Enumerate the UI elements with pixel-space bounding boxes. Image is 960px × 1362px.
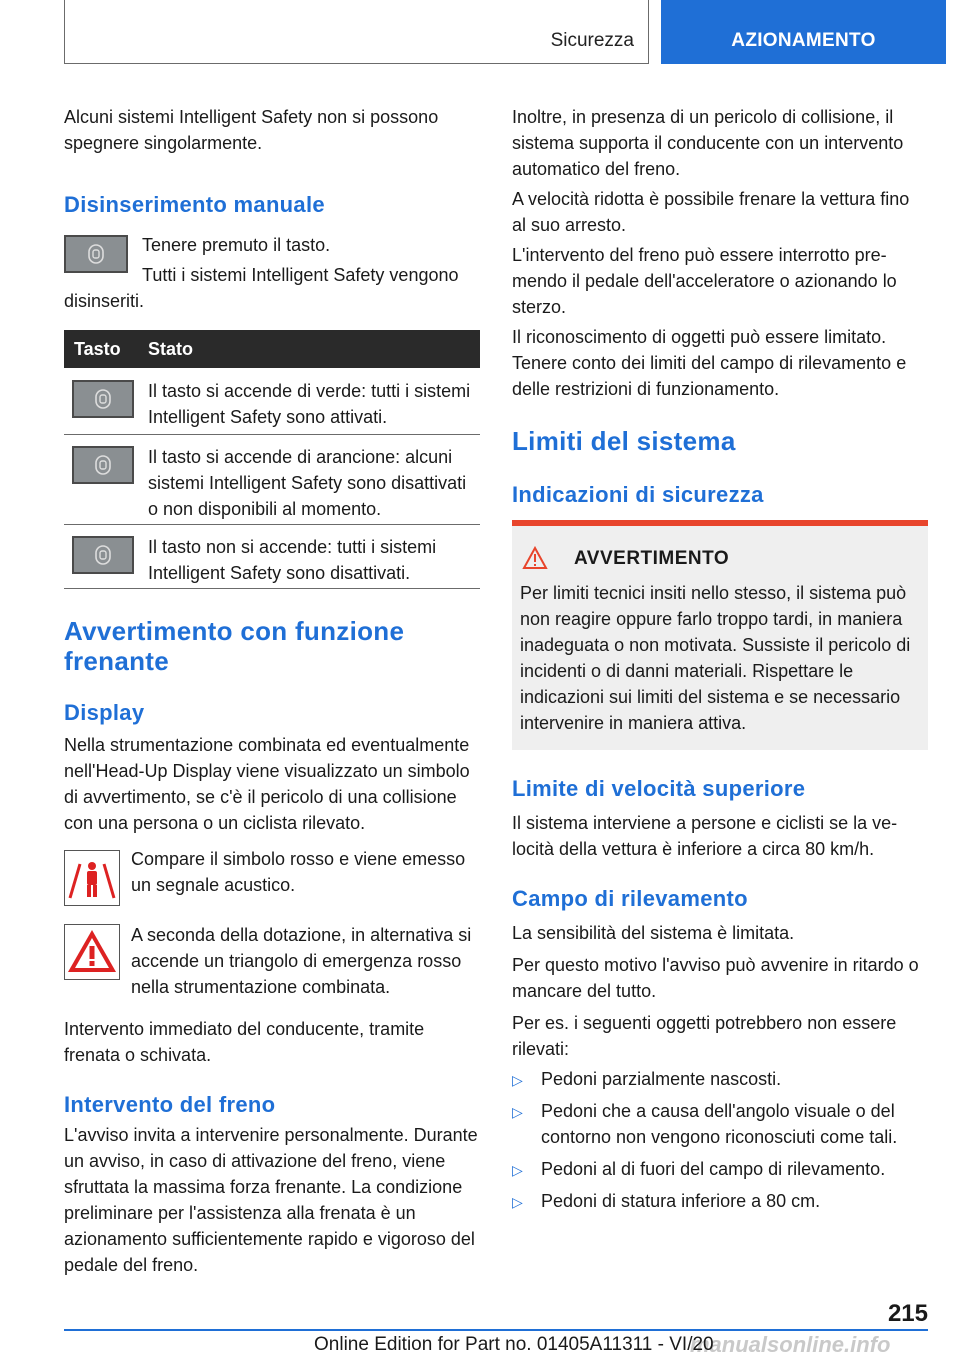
system-limits-heading: Limiti del sistema — [512, 426, 736, 456]
speed-limit-heading: Limite di velocità superiore — [512, 776, 806, 801]
right-paragraph-4: Il riconoscimento di oggetti può essere limitato. Tenere conto dei limiti del campo di rilevamento e delle restrizioni di funzionamento. — [512, 327, 907, 399]
car-shield-icon — [93, 387, 113, 411]
intro-paragraph: Alcuni sistemi Intelligent Safety non si possono spegnere singolarmente. — [64, 107, 439, 153]
table-row — [64, 524, 480, 589]
footer-edition: Online Edition for Part no. 01405A11311 - VI/20 — [314, 1334, 714, 1355]
detection-field-p2: Per questo motivo l'avviso può avvenire in ritardo o mancare del tutto. — [512, 955, 919, 1001]
warning-text: Per limiti tecnici insiti nello stesso, il sistema può non reagire oppure farlo troppo tardi, in maniera inadeguata o non motivata. Sussiste il pericolo di incidenti o di danni materiali. Rispettare le indicazioni sui limiti del sistema e se necessario intervenire in maniera attiva. — [520, 583, 911, 733]
table-row — [64, 368, 480, 435]
watermark: manualsonline.info — [690, 1332, 891, 1357]
warning-brake-heading-line1: Avvertimento con funzione — [64, 616, 405, 646]
bullet-icon: ▷ — [512, 1194, 523, 1210]
status-table-header — [64, 330, 480, 368]
page-number: 215 — [887, 1300, 928, 1327]
header-chapter-tab: AZIONAMENTO — [661, 0, 946, 64]
bullet-icon: ▷ — [512, 1162, 523, 1178]
warning-title: AVVERTIMENTO — [574, 548, 730, 569]
table-header-key: Tasto — [74, 339, 121, 359]
header-section-title: Sicurezza — [550, 30, 634, 51]
bullet-icon: ▷ — [512, 1072, 523, 1088]
list-item: Pedoni parzialmente nascosti. — [541, 1069, 782, 1089]
brake-intervention-heading: Intervento del freno — [64, 1092, 276, 1117]
list-item: Pedoni che a causa dell'angolo visuale o del contorno non vengono riconosciuti come tali. — [541, 1101, 898, 1147]
right-paragraph-1: Inoltre, in presenza di un pericolo di collisione, il sistema supporta il conducente con un intervento automatico del freno. — [512, 107, 904, 179]
display-heading: Display — [64, 700, 145, 725]
symbol-2-text: A seconda della dotazione, in alternativa si accende un triangolo di emergenza rosso nella strumentazione combinata. — [131, 925, 472, 997]
right-paragraph-2: A velocità ridotta è possibile frenare la vettura fino al suo arresto. — [512, 189, 910, 235]
pedestrian-warning-icon — [64, 850, 120, 906]
symbol-1-text: Compare il simbolo rosso e viene emesso un segnale acustico. — [131, 849, 466, 895]
safety-button-icon — [72, 536, 134, 574]
right-paragraph-3: L'intervento del freno può essere interrotto premendo il pedale dell'acceleratore o azionando lo sterzo. — [512, 245, 897, 317]
detection-field-p1: La sensibilità del sistema è limitata. — [512, 923, 795, 943]
warning-triangle-icon — [64, 924, 120, 980]
header-section-box — [64, 0, 649, 64]
detection-field-heading: Campo di rilevamento — [512, 886, 748, 911]
manual-step-1: Tenere premuto il tasto. — [142, 235, 331, 255]
safety-button-icon — [72, 446, 134, 484]
car-shield-icon — [93, 543, 113, 567]
footer-divider — [64, 1329, 928, 1331]
bullet-icon: ▷ — [512, 1104, 523, 1120]
list-item: Pedoni al di fuori del campo di rilevamento. — [541, 1159, 886, 1179]
brake-intervention-paragraph: L'avviso invita a intervenire personalmente. Durante un avviso, in caso di attivazione del freno, viene sfruttata la massima forza frenante. La condizione preliminare per l'assistenza alla frenata è un azionamento sufficientemente rapido e vigoroso del pedale del freno. — [64, 1125, 478, 1275]
display-paragraph: Nella strumentazione combinata ed eventualmente nell'Head-Up Display viene visualizzato un simbolo di avvertimento, se c'è il pericolo di una collisione con una persona o un ciclista rilevato. — [64, 735, 470, 833]
safety-notes-heading: Indicazioni di sicurezza — [512, 482, 764, 507]
car-shield-icon — [93, 453, 113, 477]
intervention-paragraph: Intervento immediato del conducente, tramite frenata o schivata. — [64, 1019, 425, 1065]
table-row-status-text: Il tasto non si accende: tutti i sistemi Intelligent Safety sono disattivati. — [148, 537, 437, 583]
table-header-status: Stato — [148, 339, 193, 359]
manual-disable-heading: Disinserimento manuale — [64, 192, 325, 217]
table-row-status-text: Il tasto si accende di verde: tutti i sistemi Intelligent Safety sono attivati. — [148, 381, 471, 427]
table-row-status-text: Il tasto si accende di arancione: alcuni sistemi Intelligent Safety sono disattivati o non disponibili al momento. — [148, 447, 467, 519]
detection-field-p3: Per es. i seguenti oggetti potrebbero non essere rilevati: — [512, 1013, 897, 1059]
warning-brake-heading-line2: frenante — [64, 646, 169, 676]
table-row — [64, 434, 480, 525]
speed-limit-paragraph: Il sistema interviene a persone e ciclisti se la velocità della vettura è inferiore a circa 80 km/h. — [512, 813, 898, 859]
manual-step-2: Tutti i sistemi Intelligent Safety vengono disinseriti. — [64, 265, 459, 311]
safety-button-icon — [72, 380, 134, 418]
warning-triangle-icon — [522, 546, 548, 570]
list-item: Pedoni di statura inferiore a 80 cm. — [541, 1191, 821, 1211]
warning-brake-heading — [64, 616, 404, 676]
